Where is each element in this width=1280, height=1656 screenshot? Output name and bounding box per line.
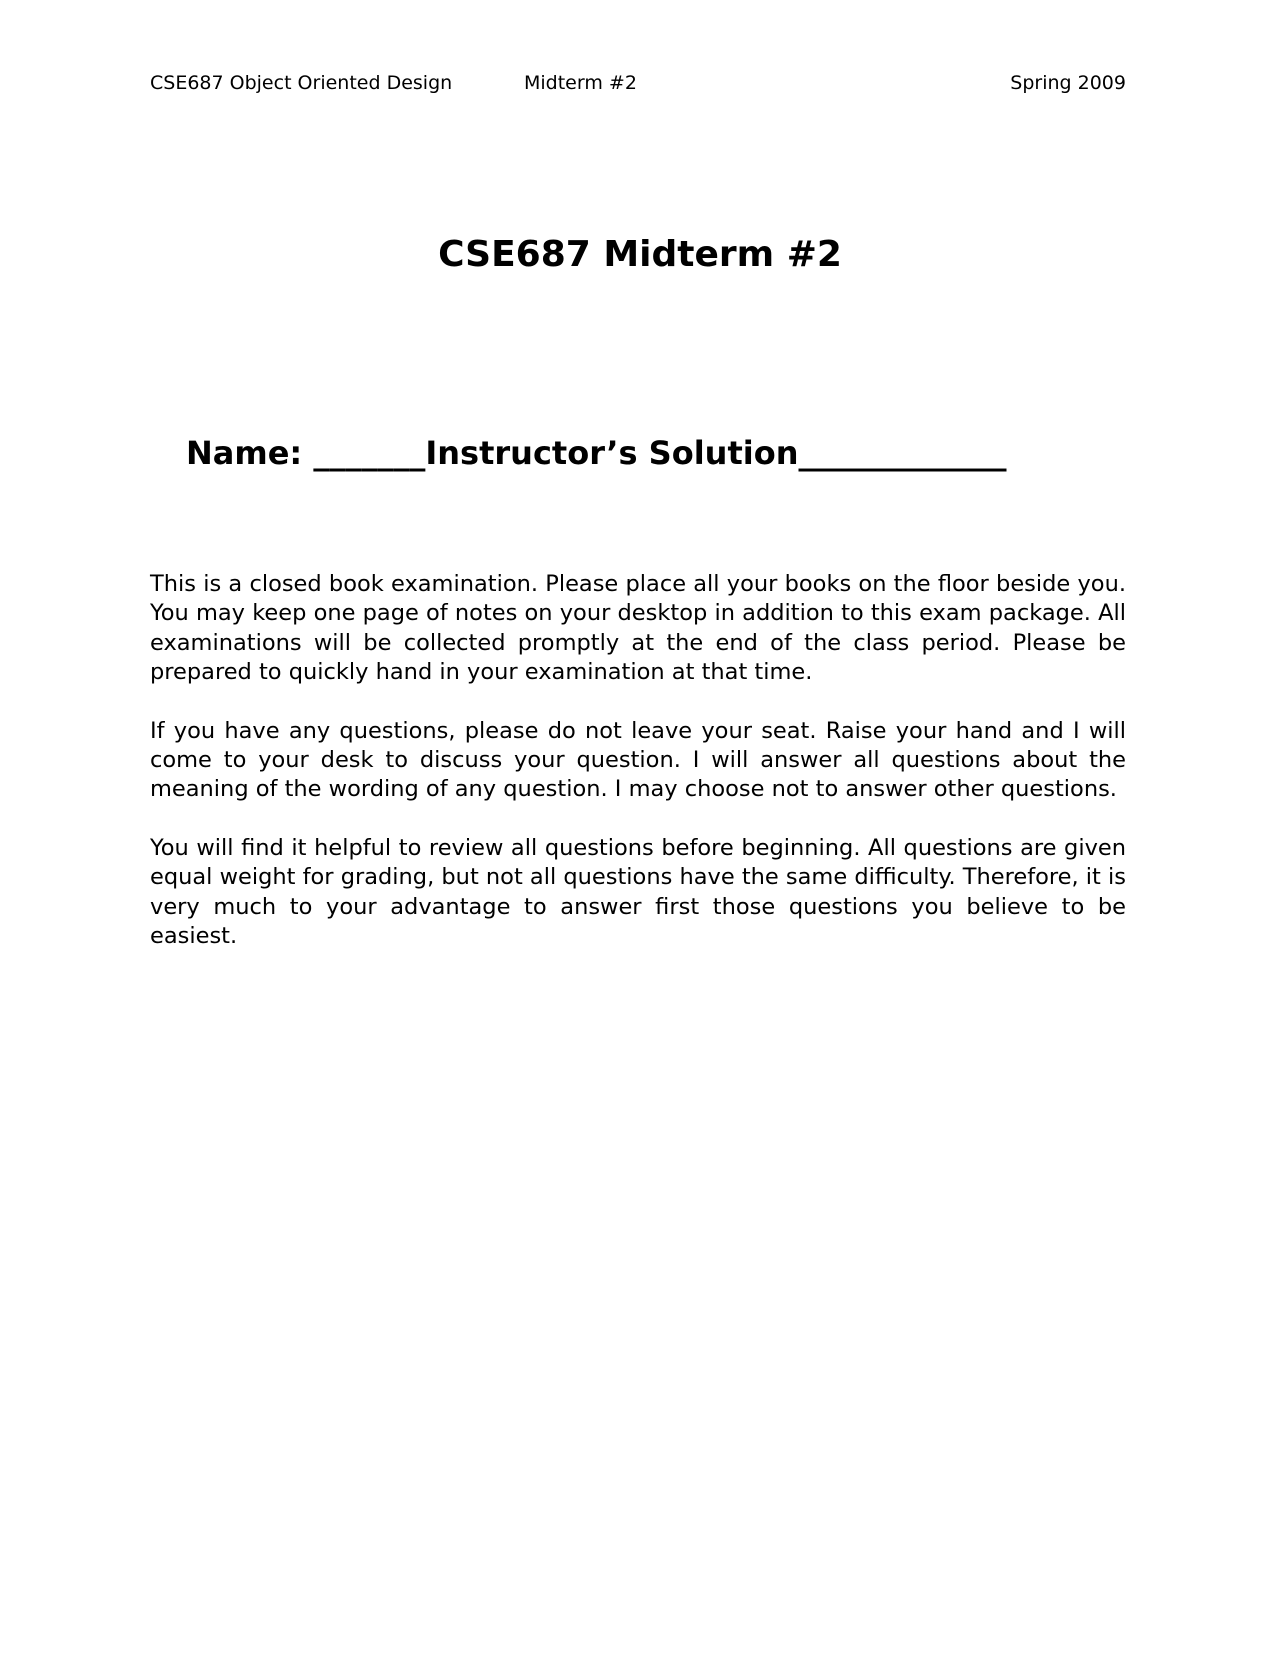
exam-name: Midterm #2 [524, 72, 637, 94]
course-name: CSE687 Object Oriented Design [150, 72, 453, 94]
instructions-paragraph: You will find it helpful to review all questions before beginning. All questions are given equal weight for grading, but not all questions have the same difficulty. Therefore, it is very much to your advantage to answer first those questions you believe to be easiest. [150, 834, 1126, 950]
instructions [150, 570, 1126, 980]
exam-term: Spring 2009 [1010, 72, 1126, 94]
instructions-paragraph: This is a closed book examination. Please place all your books on the floor beside you. You may keep one page of notes on your desktop in addition to this exam package. All examinations will be collected promptly at the end of the class period. Please be prepared to quickly hand in your examination at that time. [150, 571, 1126, 686]
instructions-paragraph: If you have any questions, please do not leave your seat. Raise your hand and I will come to your desk to discuss your question. I will answer all questions about the meaning of the wording of any question. I may choose not to answer other questions. [150, 717, 1126, 803]
name-line [186, 434, 1006, 472]
page-title: CSE687 Midterm #2 [438, 234, 842, 275]
name-value: _______Instructor’s Solution_____________ [302, 434, 1007, 472]
name-label: Name: [186, 434, 303, 472]
